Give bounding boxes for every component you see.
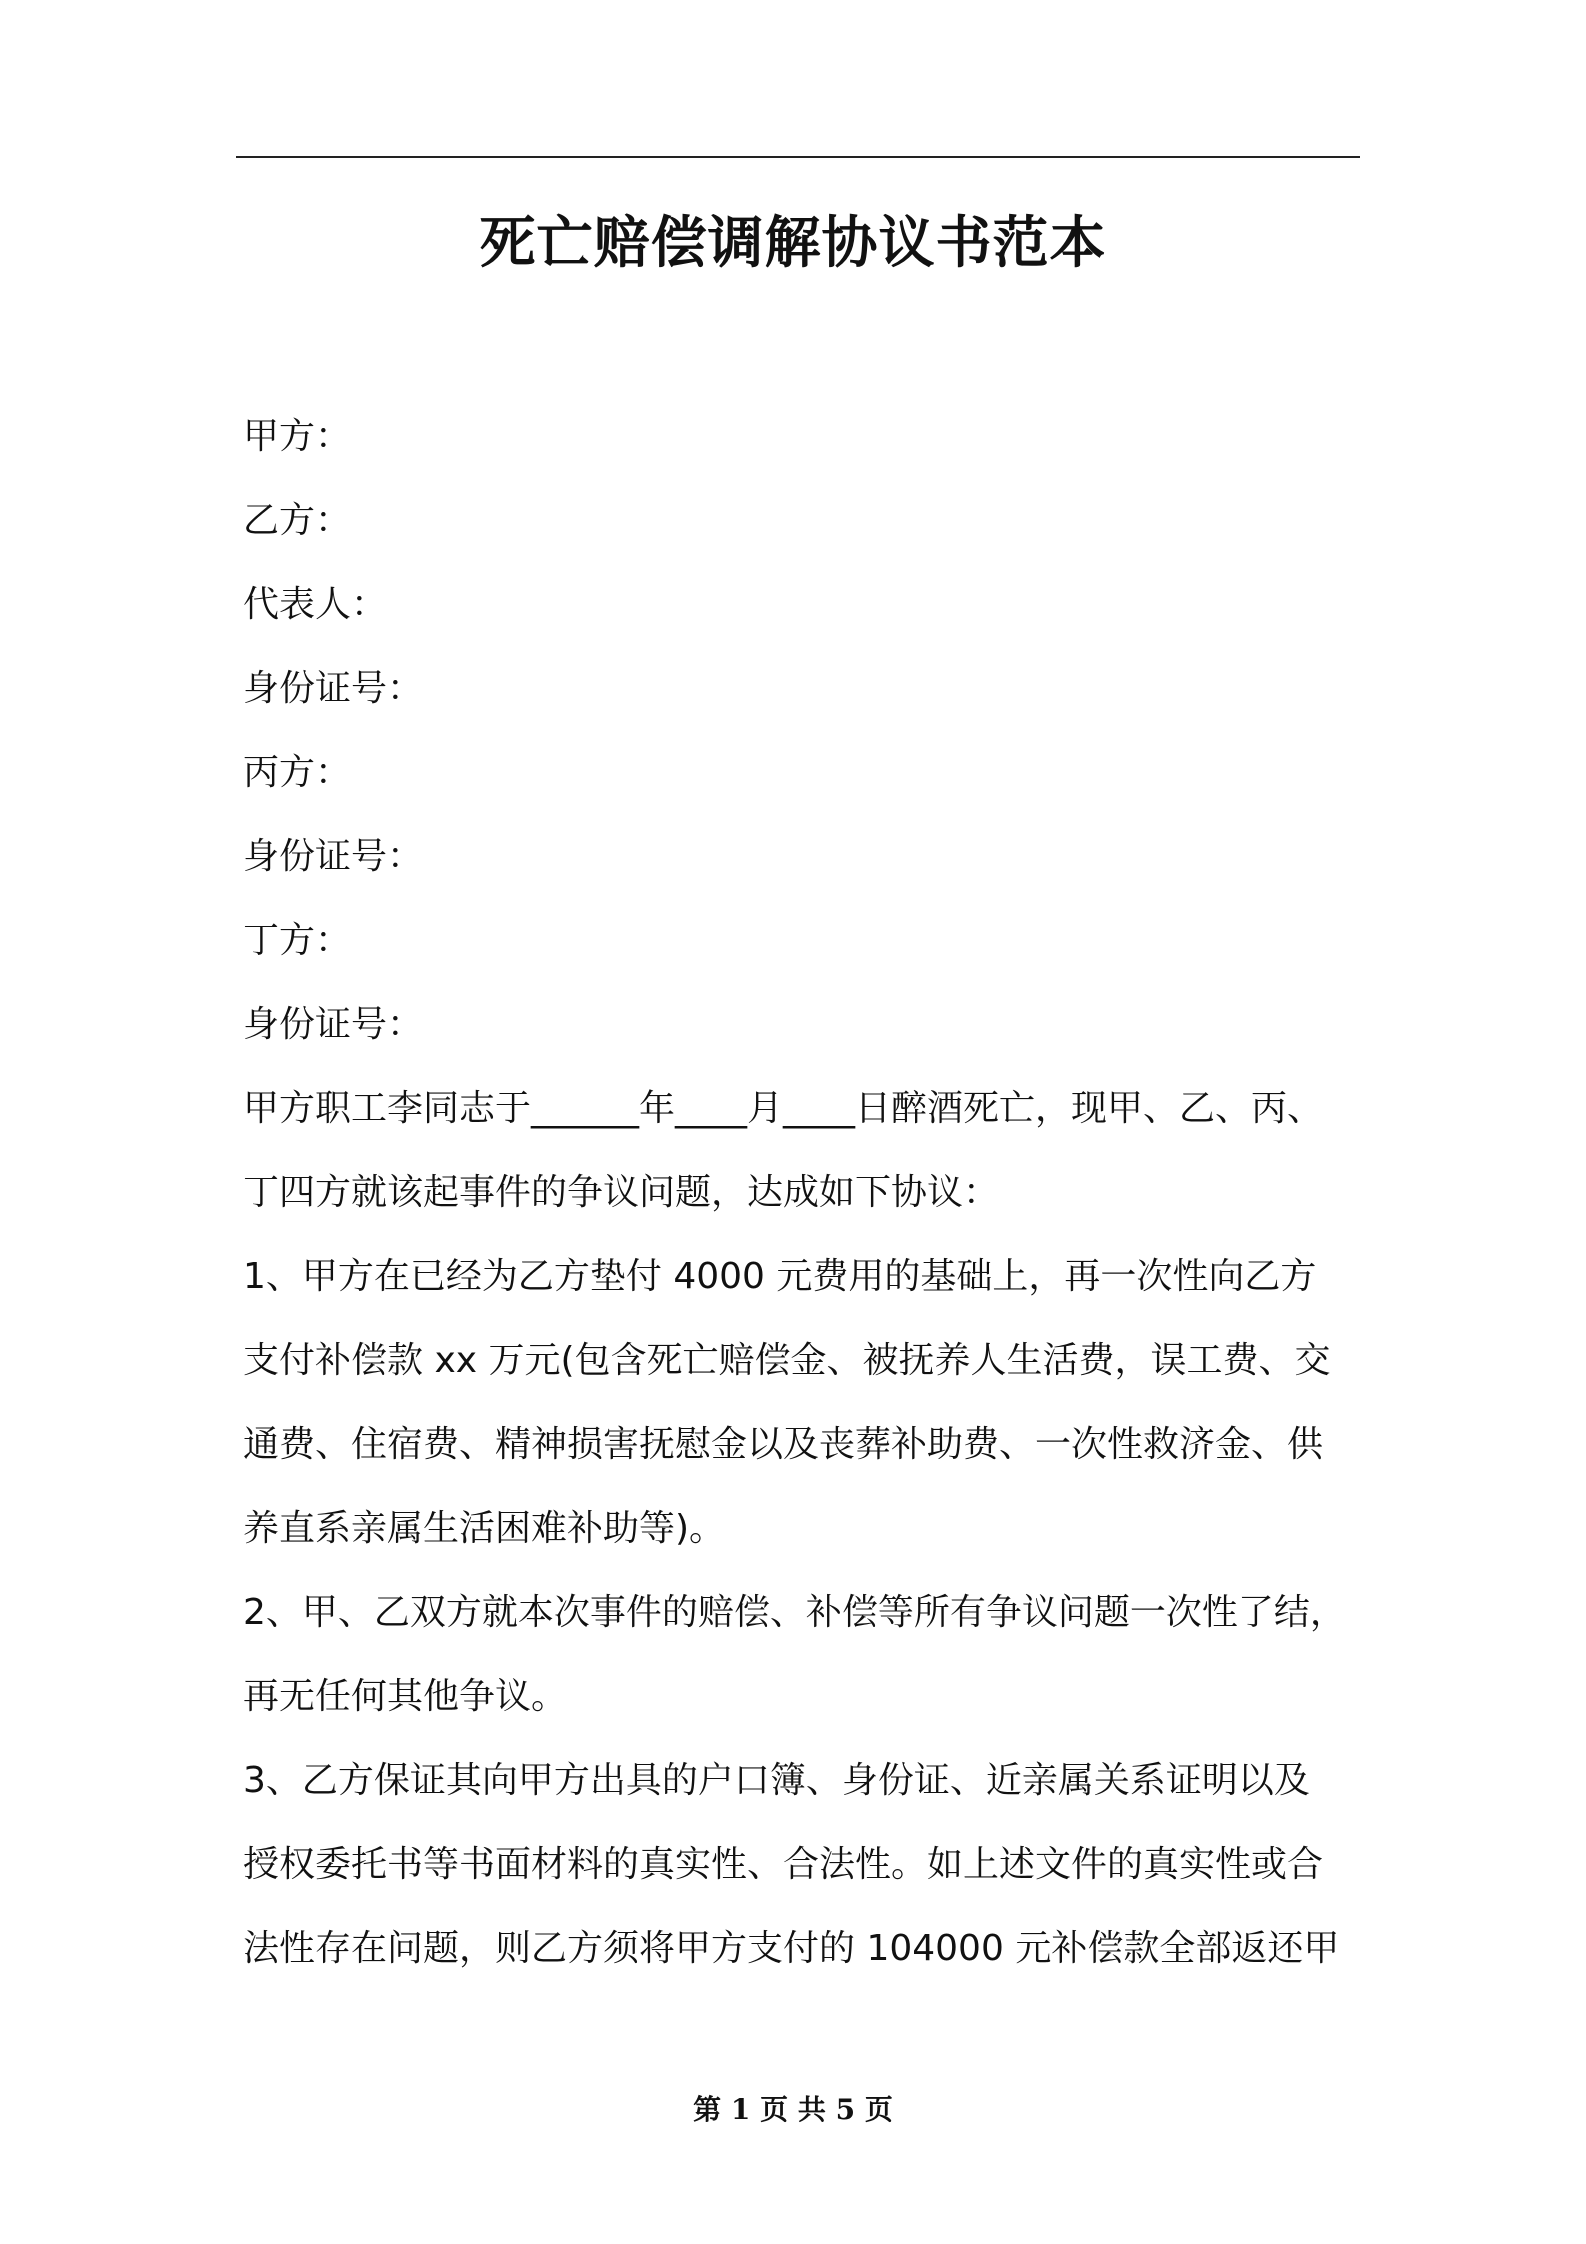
document-title: 死亡赔偿调解协议书范本 [479, 211, 1107, 276]
id-number-line: 身份证号： [243, 1004, 424, 1045]
clause-line: 1、甲方在已经为乙方垫付 4000 元费用的基础上，再一次性向乙方 [243, 1256, 1317, 1297]
clause-line: 法性存在问题，则乙方须将甲方支付的 104000 元补偿款全部返还甲 [243, 1928, 1340, 1969]
clause-line: 再无任何其他争议。 [243, 1676, 568, 1717]
id-number-line: 身份证号： [243, 668, 424, 709]
party-d-line: 丁方： [243, 920, 352, 961]
clause-line: 养直系亲属生活困难补助等)。 [243, 1508, 726, 1549]
paragraph-line: 丁四方就该起事件的争议问题，达成如下协议： [243, 1172, 1000, 1213]
header-rule [236, 156, 1360, 158]
party-a-line: 甲方： [243, 416, 352, 457]
party-b-line: 乙方： [243, 500, 352, 541]
document-body [243, 395, 1363, 1991]
clause-line: 支付补偿款 xx 万元(包含死亡赔偿金、被抚养人生活费，误工费、交 [243, 1340, 1331, 1381]
clause-line: 2、甲、乙双方就本次事件的赔偿、补偿等所有争议问题一次性了结， [243, 1592, 1346, 1633]
page-number: 第 1 页 共 5 页 [693, 2093, 893, 2126]
clause-line: 通费、住宿费、精神损害抚慰金以及丧葬补助费、一次性救济金、供 [243, 1424, 1324, 1465]
clause-line: 授权委托书等书面材料的真实性、合法性。如上述文件的真实性或合 [243, 1844, 1324, 1885]
paragraph-line: 甲方职工李同志于______年____月____日醉酒死亡，现甲、乙、丙、 [243, 1088, 1324, 1129]
clause-line: 3、乙方保证其向甲方出具的户口簿、身份证、近亲属关系证明以及 [243, 1760, 1310, 1801]
party-c-line: 丙方： [243, 752, 352, 793]
representative-line: 代表人： [243, 584, 388, 625]
id-number-line: 身份证号： [243, 836, 424, 877]
